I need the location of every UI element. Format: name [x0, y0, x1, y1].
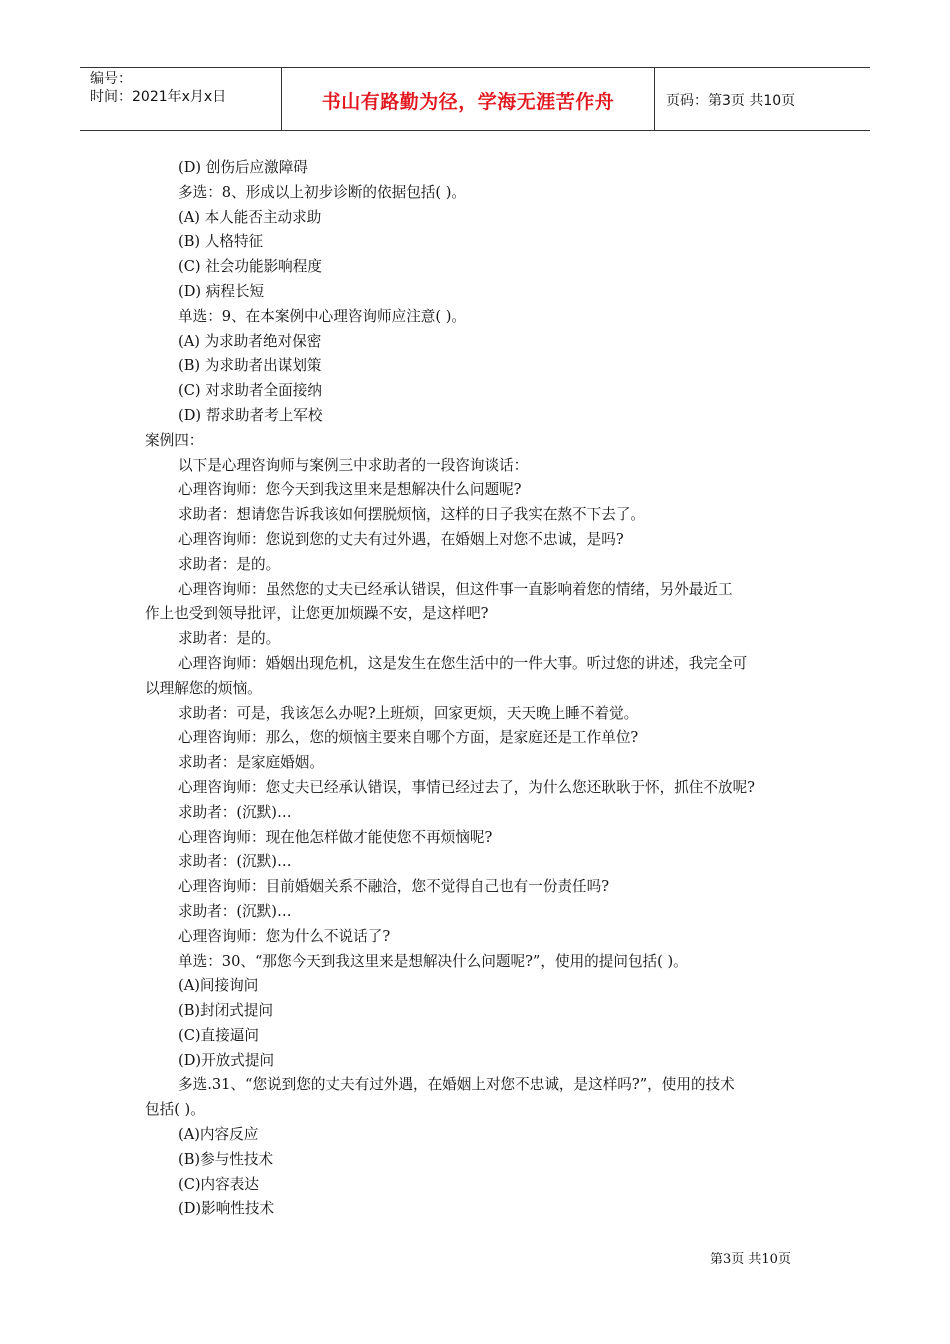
text-line: (A) 为求助者绝对保密	[178, 332, 322, 350]
text-line: (D) 帮求助者考上军校	[178, 406, 323, 424]
time-label: 时间：2021年x月x日	[90, 89, 227, 105]
header-motto-cell	[281, 68, 655, 130]
text-line: (A)间接询问	[178, 977, 259, 995]
text-line: 求助者：可是，我该怎么办呢?上班烦，回家更烦，天天晚上睡不着觉。	[178, 704, 639, 722]
text-line: 心理咨询师：您今天到我这里来是想解决什么问题呢?	[178, 481, 522, 499]
text-line: 求助者：想请您告诉我该如何摆脱烦恼，这样的日子我实在熬不下去了。	[178, 506, 646, 524]
text-line: (B) 为求助者出谋划策	[178, 357, 322, 375]
header-page-cell	[654, 68, 870, 130]
text-line: 求助者：是家庭婚姻。	[178, 754, 324, 772]
text-line: 心理咨询师：目前婚姻关系不融洽，您不觉得自己也有一份责任吗?	[178, 878, 610, 896]
text-line: 以下是心理咨询师与案例三中求助者的一段咨询谈话：	[178, 456, 529, 474]
text-line: (C) 社会功能影响程度	[178, 258, 322, 276]
text-line: (D) 创伤后应激障碍	[178, 159, 308, 176]
header-meta	[80, 68, 280, 130]
text-line: 包括( )。	[145, 1101, 205, 1119]
text-line: (C) 对求助者全面接纳	[178, 382, 322, 400]
text-line: 案例四：	[145, 431, 204, 449]
text-line: 作上也受到领导批评，让您更加烦躁不安，是这样吧?	[145, 605, 489, 623]
number-label: 编号：	[90, 71, 132, 87]
text-line: 以理解您的烦恼。	[145, 679, 262, 697]
footer-page-number: 第3页 共10页	[710, 1252, 791, 1267]
text-line: 多选：8、形成以上初步诊断的依据包括( )。	[178, 183, 467, 201]
text-line: 求助者：(沉默)…	[178, 902, 292, 920]
text-line: (B)封闭式提问	[178, 1002, 274, 1020]
text-line: (B) 人格特征	[178, 233, 264, 251]
text-line: 单选：30、“那您今天到我这里来是想解决什么问题呢?”，使用的提问包括( )。	[178, 952, 688, 970]
text-line: 心理咨询师：您丈夫已经承认错误，事情已经过去了，为什么您还耿耿于怀，抓住不放呢?	[178, 778, 755, 796]
text-line: (C)内容表达	[178, 1175, 259, 1193]
text-line: (D)影响性技术	[178, 1200, 275, 1218]
text-line: 心理咨询师：那么，您的烦恼主要来自哪个方面，是家庭还是工作单位?	[178, 729, 639, 747]
text-line: (A)内容反应	[178, 1126, 259, 1144]
header-page-label: 页码：第3页 共10页	[666, 93, 796, 109]
text-line: (C)直接逼问	[178, 1026, 259, 1044]
text-line: (A) 本人能否主动求助	[178, 208, 322, 226]
text-line: 单选：9、在本案例中心理咨询师应注意( )。	[178, 307, 467, 325]
text-line: (B)参与性技术	[178, 1150, 274, 1168]
text-line: 多选.31、“您说到您的丈夫有过外遇，在婚姻上对您不忠诚，是这样吗?”，使用的技术	[178, 1076, 735, 1094]
document-body	[145, 156, 825, 1222]
text-line: 心理咨询师：婚姻出现危机，这是发生在您生活中的一件大事。听过您的讲述，我完全可	[178, 654, 748, 672]
text-line: 求助者：是的。	[178, 555, 281, 573]
text-line: 心理咨询师：您说到您的丈夫有过外遇，在婚姻上对您不忠诚，是吗?	[178, 530, 624, 548]
text-line: 求助者：是的。	[178, 630, 281, 648]
text-line: 求助者：(沉默)…	[178, 853, 292, 871]
text-line: (D)开放式提问	[178, 1051, 275, 1069]
text-line: 心理咨询师：您为什么不说话了?	[178, 927, 391, 945]
text-line: 心理咨询师：现在他怎样做才能使您不再烦恼呢?	[178, 828, 493, 846]
text-line: (D) 病程长短	[178, 282, 265, 300]
page-header	[80, 67, 870, 131]
text-line: 求助者：(沉默)…	[178, 803, 292, 821]
text-line: 心理咨询师：虽然您的丈夫已经承认错误，但这件事一直影响着您的情绪，另外最近工	[178, 580, 733, 598]
header-motto: 书山有路勤为径，学海无涯苦作舟	[321, 91, 615, 113]
